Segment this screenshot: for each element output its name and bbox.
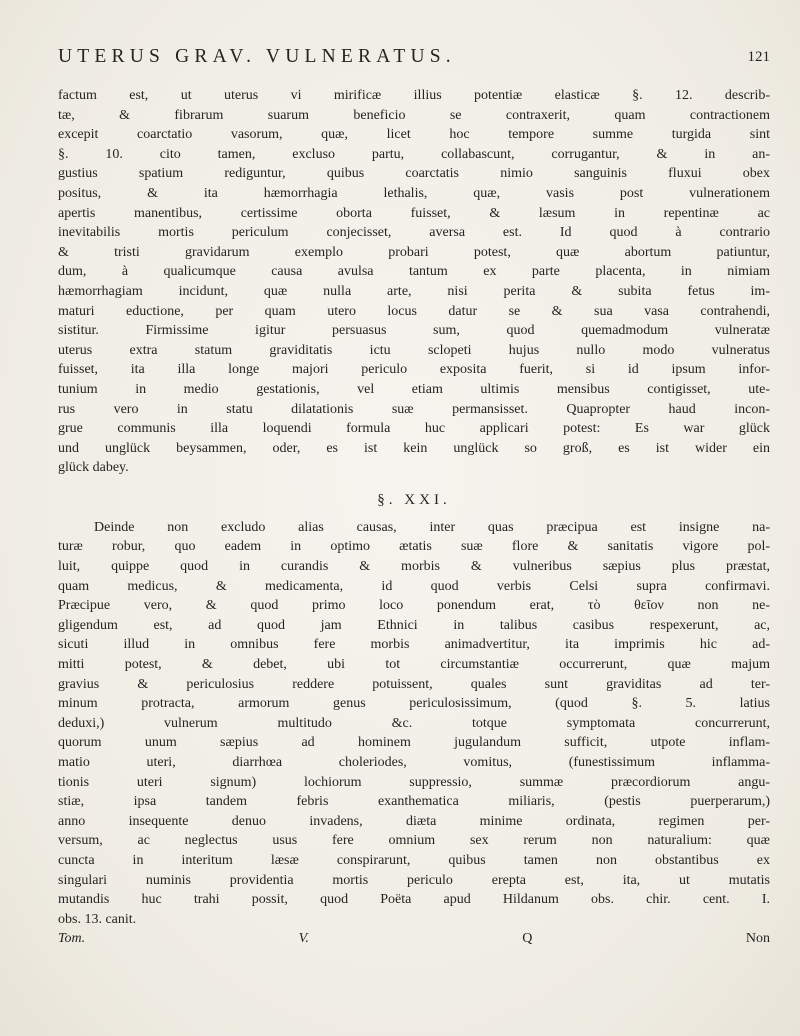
text-line: cuncta in interitum læsæ conspirarunt, quibus tamen non obstantibus ex (58, 852, 770, 868)
catchword: Non (745, 931, 771, 947)
text-line: uterus extra statum graviditatis ictu sclopeti hujus nullo modo vulneratus (58, 342, 770, 358)
text-line: sistitur. Firmissime igitur persuasus sum, quod quemadmodum vulneratæ (58, 323, 770, 339)
text-line: tunium in medio gestationis, vel etiam ultimis mensibus contigisset, ute- (58, 381, 770, 397)
page-number: 121 (747, 49, 770, 65)
text-line: mutandis huc trahi possit, quod Poëta apud Hildanum obs. chir. cent. I. (58, 892, 770, 908)
paragraph-2 (58, 518, 770, 929)
section-heading: §. XXI. (377, 491, 451, 508)
text-line: anno insequente denuo invadens, diæta minime ordinata, regimen per- (58, 813, 770, 829)
text-line: Deinde non excludo alias causas, inter quas præcipua est insigne na- (94, 519, 770, 535)
text-line: fuisset, ita illa longe majori periculo exposita fuerit, si id ipsum infor- (58, 362, 770, 378)
text-line: sicuti illud in omnibus fere morbis animadvertitur, ita imprimis hic ad- (58, 637, 770, 653)
text-line: tionis uteri signum) lochiorum suppressio, summæ præcordiorum angu- (58, 774, 770, 790)
text-line: maturi eductione, per quam utero locus datur se & sua vasa contrahendi, (58, 303, 770, 319)
running-title: UTERUS GRAV. VULNERATUS. (58, 46, 456, 67)
text-line: turæ robur, quo eadem in optimo ætatis suæ flore & sanitatis vigore pol- (58, 539, 770, 555)
signature-mark: Q (522, 931, 533, 947)
text-line: stiæ, ipsa tandem febris exanthematica miliaris, (pestis puerperarum,) (58, 794, 770, 810)
volume-mark: Tom. V. (58, 931, 309, 947)
text-line: excepit coarctatio vasorum, quæ, licet hoc tempore summe turgida sint (58, 127, 770, 143)
text-line: glück dabey. (58, 460, 129, 476)
text-line: quorum unum sæpius ad hominem jugulandum sufficit, utpote inflam- (58, 735, 770, 751)
text-line: mitti potest, & debet, ubi tot circumstantiæ occurrerunt, quæ majum (58, 657, 770, 673)
running-head (58, 46, 770, 76)
text-line: gligendum est, ad quod jam Ethnici in talibus casibus respexerunt, ac, (58, 617, 770, 633)
text-line: positus, & ita hæmorrhagia lethalis, quæ, vasis post vulnerationem (58, 185, 770, 201)
paragraph-1 (58, 86, 770, 478)
text-line: hæmorrhagiam incidunt, quæ nulla arte, nisi perita & subita fetus im- (58, 283, 770, 299)
text-line: matio uteri, diarrhœa choleriodes, vomitus, (funestissimum inflamma- (58, 755, 770, 770)
text-line: factum est, ut uterus vi mirificæ illius potentiæ elasticæ §. 12. describ- (58, 88, 770, 103)
text-line: Præcipue vero, & quod primo loco ponendum erat, τὸ θεῖον non ne- (58, 598, 770, 614)
text-line: obs. 13. canit. (58, 911, 137, 927)
text-line: und unglück beysammen, oder, es ist kein unglück so groß, es ist wider ein (58, 440, 770, 456)
text-line: singulari numinis providentia mortis periculo erepta est, ita, ut mutatis (58, 872, 770, 888)
text-line: quam medicus, & medicamenta, id quod verbis Celsi supra confirmavi. (58, 578, 770, 594)
text-line: & tristi gravidarum exemplo probari potest, quæ abortum patiuntur, (58, 244, 770, 260)
text-line: dum, à qualicumque causa avulsa tantum ex parte placenta, in nimiam (58, 264, 770, 280)
body-text (58, 86, 770, 949)
text-line: §. 10. cito tamen, excluso partu, collabascunt, corrugantur, & in an- (58, 146, 770, 162)
text-line: gravius & periculosius reddere potuissent, quales sunt graviditas ad ter- (58, 676, 770, 692)
page-footer (58, 929, 770, 949)
text-line: apertis manentibus, certissime oborta fuisset, & læsum in repentinæ ac (58, 205, 770, 221)
text-line: tæ, & fibrarum suarum beneficio se contraxerit, quam contractionem (58, 107, 770, 123)
text-line: deduxi,) vulnerum multitudo &c. totque symptomata concurrerunt, (58, 715, 770, 731)
text-line: gustius spatium rediguntur, quibus coarctatis nimio sanguinis fluxui obex (58, 166, 770, 182)
text-line: luit, quippe quod in curandis & morbis & vulneribus sæpius plus præstat, (58, 559, 770, 575)
text-line: rus vero in statu dilatationis suæ permansisset. Quapropter haud incon- (58, 401, 770, 417)
text-line: grue communis illa loquendi formula huc applicari potest: Es war glück (58, 421, 770, 437)
text-line: minum protracta, armorum genus periculosissimum, (quod §. 5. latius (58, 696, 770, 712)
text-line: inevitabilis mortis periculum conjecisset, aversa est. Id quod à contrario (58, 225, 770, 241)
text-line: versum, ac neglectus usus fere omnium sex rerum non naturalium: quæ (58, 833, 770, 849)
